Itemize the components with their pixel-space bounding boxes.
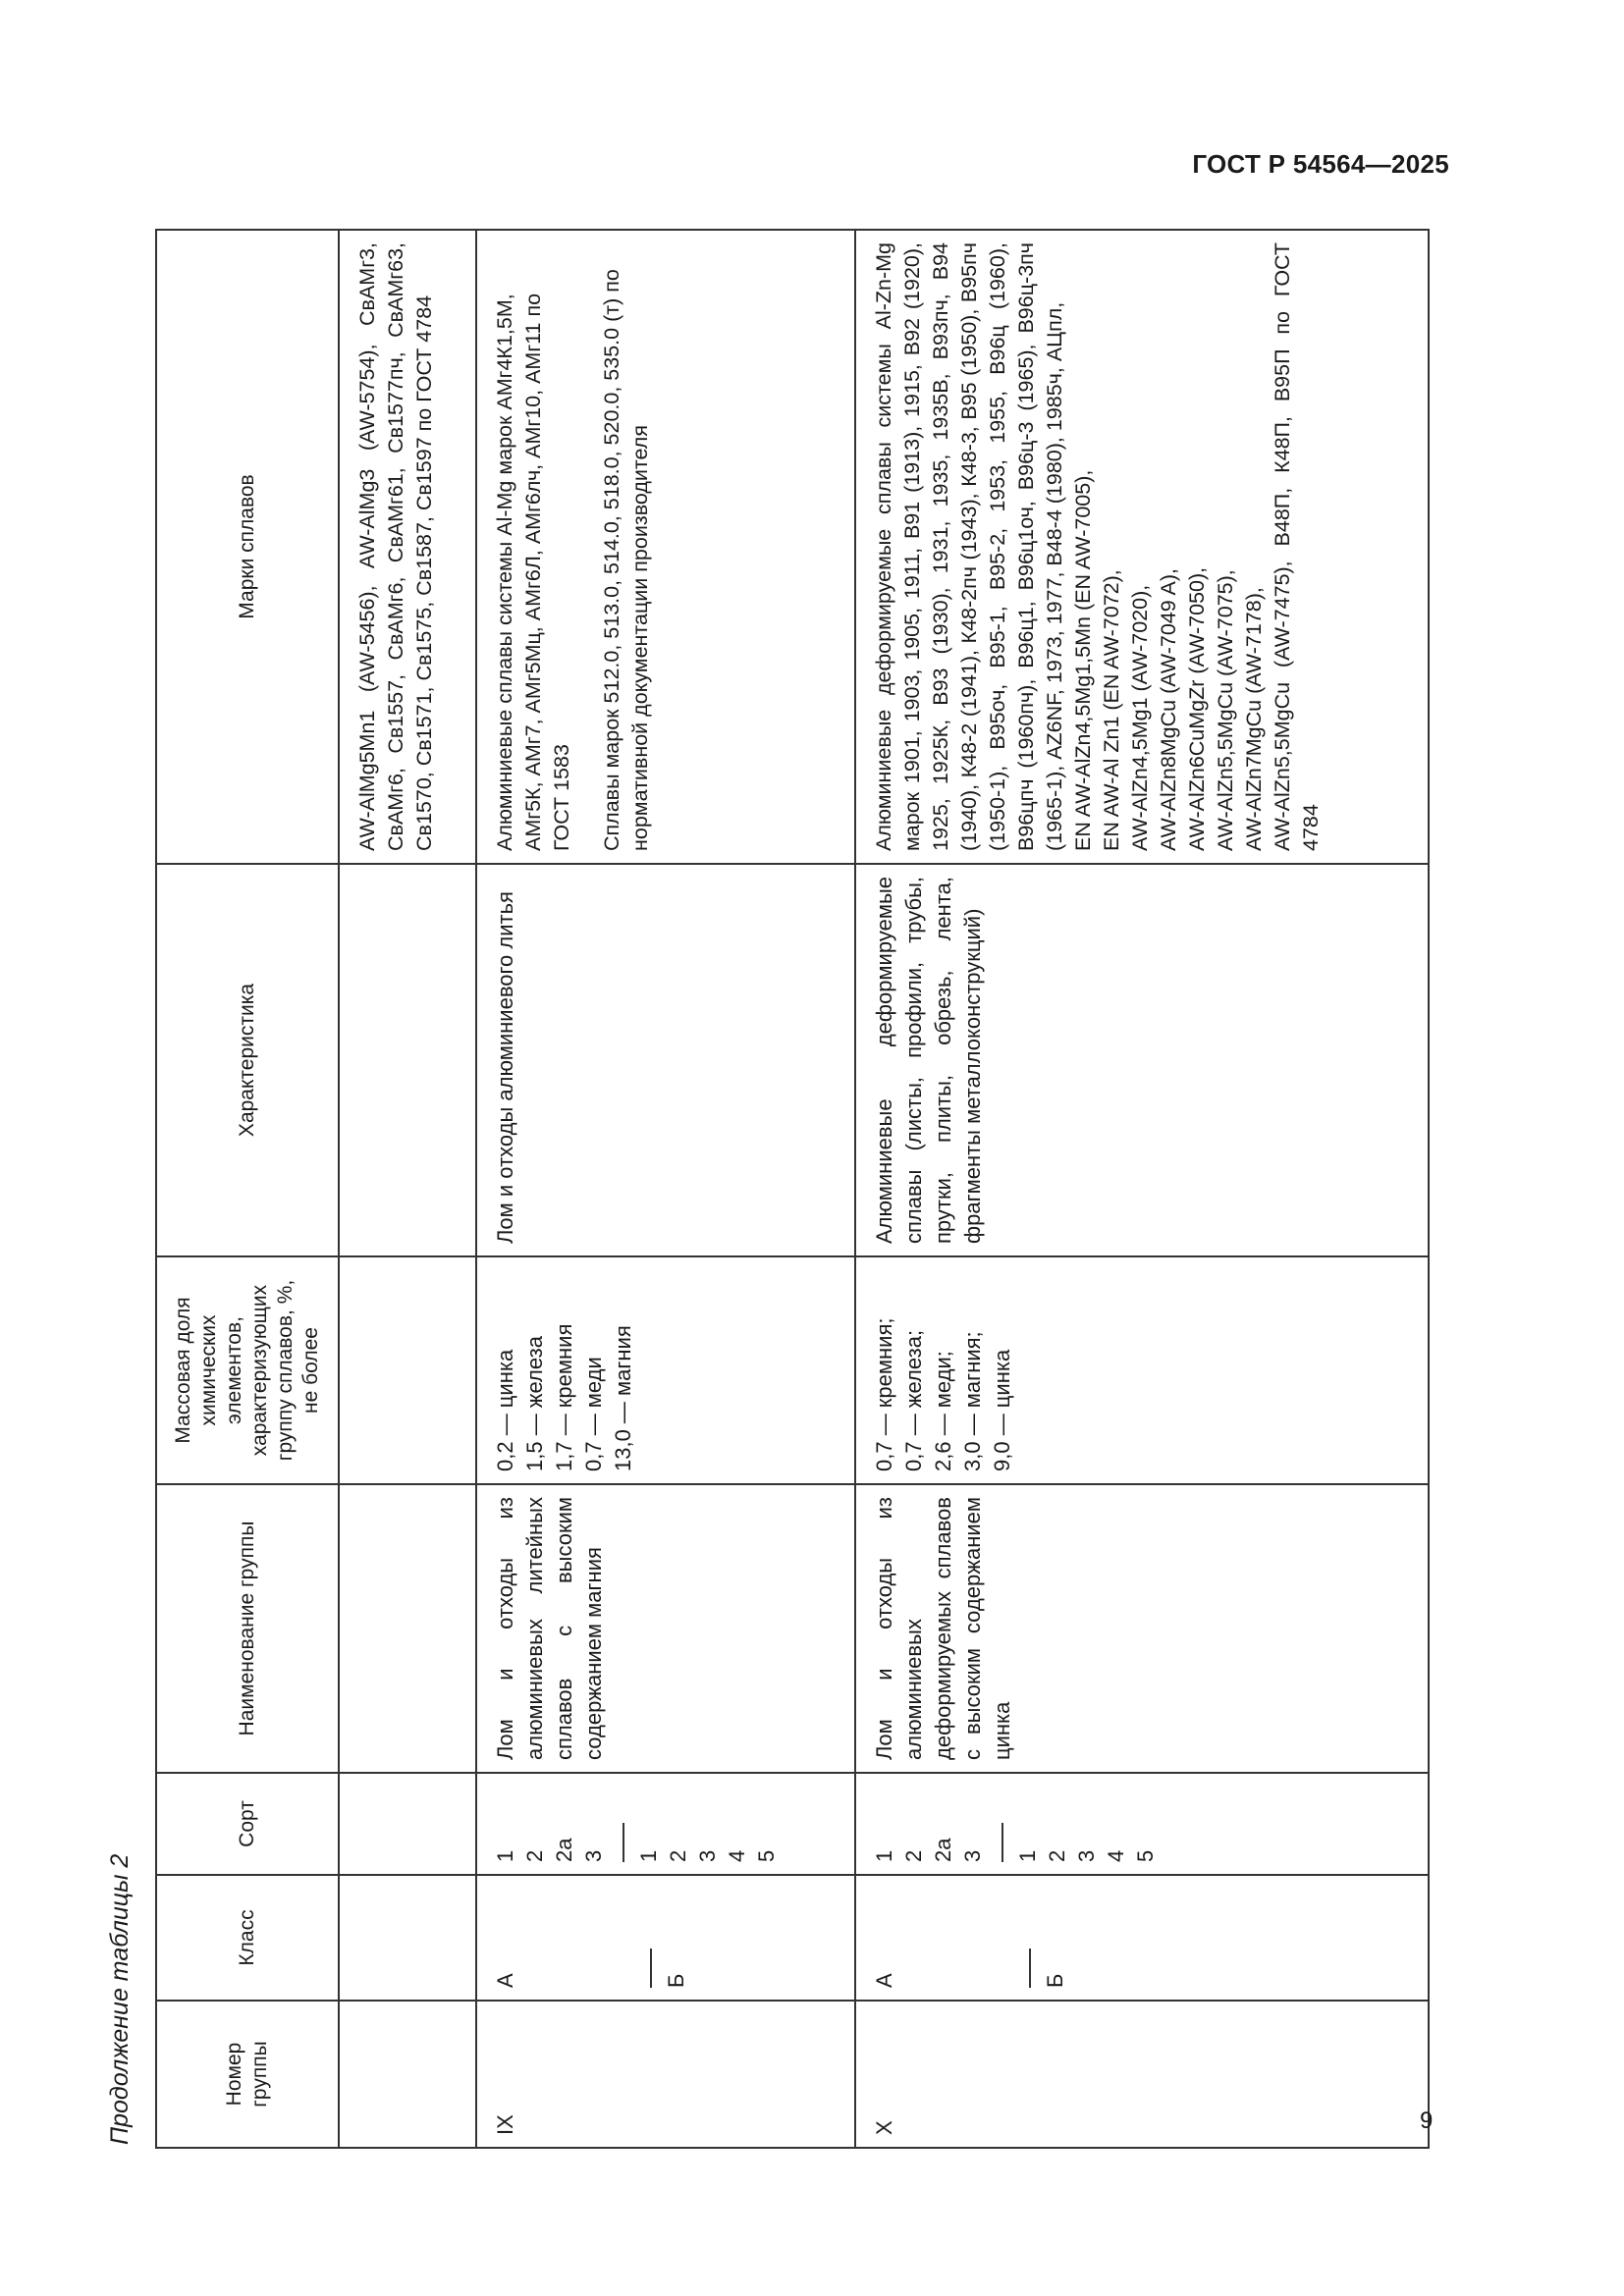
cell-class xyxy=(855,1875,1429,2001)
header-group-number: Номер группы xyxy=(156,2001,339,2148)
cell-empty xyxy=(339,1484,476,1773)
class-b: Б xyxy=(1042,1973,1067,1988)
cell-composition: 0,2 — цинка 1,5 — железа 1,7 — кремния 0,7 — меди 13,0 — магния xyxy=(476,1256,855,1484)
table-row-continuation xyxy=(339,230,476,2148)
table-caption: Продолжение таблицы 2 xyxy=(106,1853,134,2145)
cell-alloys: Алюминиевые деформируемые сплавы системы Al-Zn-Mg марок 1901, 1903, 1905, 1911, В91 (1913), 1915, В92 (1920), 1925, 1925К, В93 (1930), 1931, 1935, 1935В, В93пч, В94 (1940), К48-2 (1941), К48-2пч (1943), К48-3, В95 (1950), В95пч (1950-1), В95оч, В95-1, В95-2, 1953, 1955, В96ц (1960), В96цпч (1960пч), В96ц1, В96ц1оч, В96ц-3 (1965), В96ц-3пч (1965-1), AZ6NF, 1973, 1977, В48-4 (1980), 1985ч, АЦпл, EN AW-AlZn4,5Mg1,5Mn (EN AW-7005), EN AW-Al Zn1 (EN AW-7072), AW-AlZn4,5Mg1 (AW-7020), AW-AlZn8MgCu (AW-7049 A), AW-AlZn6CuMgZr (AW-7050), AW-AlZn5,5MgCu (AW-7075), AW-AlZn7MgCu (AW-7178), AW-AlZn5,5MgCu (AW-7475), В48П, К48П, В95П по ГОСТ 4784 xyxy=(855,230,1429,864)
cell-class xyxy=(476,1875,855,2001)
cell-empty xyxy=(339,2001,476,2148)
class-separator xyxy=(650,1949,652,1988)
sorts-b: 1 2 3 4 5 xyxy=(636,1849,779,1862)
cell-alloys-continuation: AW-AlMg5Mn1 (AW-5456), AW-AlMg3 (AW-5754), СвАМг3, СвАМг6, Св1557, СвАМг6, СвАМг61, Св1577пч, СвАМг63, Св1570, Св1571, Св1575, Св1587, Св1597 по ГОСТ 4784 xyxy=(339,230,476,864)
class-b: Б xyxy=(664,1973,688,1988)
header-alloy-grades: Марки сплавов xyxy=(156,230,339,864)
sorts-a: 1 2 2а 3 xyxy=(493,1838,606,1862)
cell-group-name: Лом и отходы из алюминиевых литейных сплавов с высоким содержанием магния xyxy=(476,1484,855,1773)
cell-empty xyxy=(339,864,476,1256)
cell-empty xyxy=(339,1256,476,1484)
alloys-paragraph-1: Алюминиевые сплавы системы Al-Mg марок АМг4К1,5М, АМг5К, АМг7, АМг5Мц, АМг6Л, АМг6лч, АМг10, АМг11 по ГОСТ 1583 xyxy=(493,293,573,851)
header-sort: Сорт xyxy=(156,1773,339,1875)
class-a: А xyxy=(493,1973,517,1988)
header-class: Класс xyxy=(156,1875,339,2001)
cell-characteristic: Лом и отходы алюминиевого литья xyxy=(476,864,855,1256)
cell-sort xyxy=(855,1773,1429,1875)
alloy-groups-table xyxy=(155,229,1430,2149)
sort-separator xyxy=(623,1823,624,1862)
class-separator xyxy=(1029,1949,1031,1988)
cell-group-number: X xyxy=(855,2001,1429,2148)
header-mass-fraction: Массовая доля химических элементов, характеризующих группу сплавов, %, не более xyxy=(156,1256,339,1484)
header-characteristic: Характеристика xyxy=(156,864,339,1256)
table-rotated-wrapper xyxy=(155,231,1430,2149)
header-group-name: Наименование группы xyxy=(156,1484,339,1773)
table-header-row xyxy=(156,230,339,2148)
alloys-paragraph-2: Сплавы марок 512.0, 513.0, 514.0, 518.0, 520.0, 535.0 (т) по нормативной документации производителя xyxy=(600,269,652,851)
cell-empty xyxy=(339,1773,476,1875)
table-row-group-ix xyxy=(476,230,855,2148)
sorts-a: 1 2 2а 3 xyxy=(871,1838,985,1862)
cell-group-name: Лом и отходы из алюминиевых деформируемых сплавов с высоким содержанием цинка xyxy=(855,1484,1429,1773)
cell-composition: 0,7 — кремния; 0,7 — железа; 2,6 — меди; 3,0 — магния; 9,0 — цинка xyxy=(855,1256,1429,1484)
table-row-group-x xyxy=(855,230,1429,2148)
cell-characteristic: Алюминиевые деформируемые сплавы (листы, профили, трубы, прутки, плиты, обрезь, лента, фрагменты металлоконструкций) xyxy=(855,864,1429,1256)
cell-sort xyxy=(476,1773,855,1875)
cell-alloys xyxy=(476,230,855,864)
sorts-b: 1 2 3 4 5 xyxy=(1014,1849,1158,1862)
cell-empty xyxy=(339,1875,476,2001)
cell-group-number: IX xyxy=(476,2001,855,2148)
sort-separator xyxy=(1001,1823,1003,1862)
page-number: 9 xyxy=(1420,2108,1434,2134)
document-code: ГОСТ Р 54564—2025 xyxy=(1192,149,1449,179)
class-a: А xyxy=(871,1973,896,1988)
